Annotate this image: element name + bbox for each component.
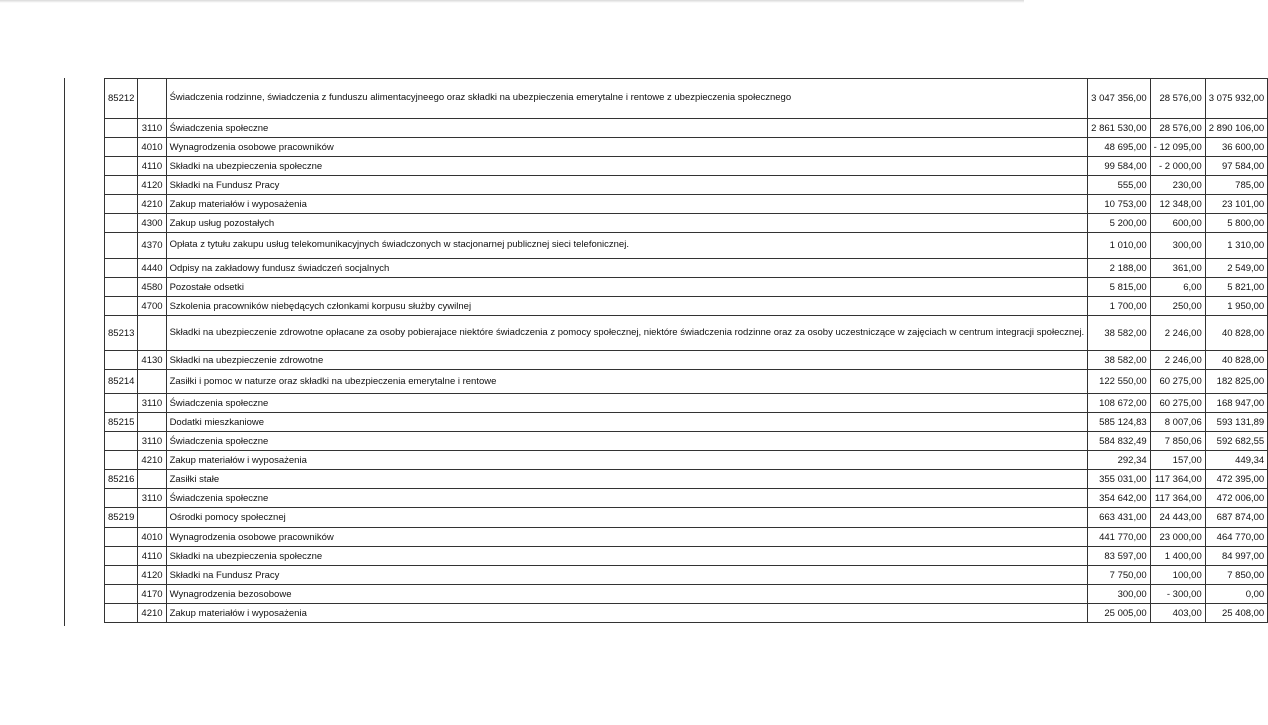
plan-cell: 83 597,00 [1088,547,1150,566]
after-change-cell: 7 850,00 [1205,566,1267,585]
after-change-cell: 36 600,00 [1205,138,1267,157]
after-change-cell: 182 825,00 [1205,370,1267,394]
margin-rule [64,78,65,626]
after-change-cell: 593 131,89 [1205,413,1267,432]
paragraf-cell: 4120 [138,566,166,585]
table-row [105,470,1268,489]
description-cell: Dodatki mieszkaniowe [166,413,1088,432]
table-row [105,214,1268,233]
paragraf-cell: 3110 [138,489,166,508]
change-cell: 250,00 [1150,297,1205,316]
rozdzial-cell: 85216 [105,470,138,489]
rozdzial-cell [105,351,138,370]
plan-cell: 584 832,49 [1088,432,1150,451]
table-row [105,351,1268,370]
plan-cell: 5 200,00 [1088,214,1150,233]
change-cell: 28 576,00 [1150,119,1205,138]
rozdzial-cell [105,432,138,451]
rozdzial-cell [105,233,138,259]
change-cell: 300,00 [1150,233,1205,259]
description-cell: Świadczenia społeczne [166,119,1088,138]
table-row [105,316,1268,351]
plan-cell: 1 700,00 [1088,297,1150,316]
paragraf-cell: 4210 [138,604,166,623]
change-cell: 230,00 [1150,176,1205,195]
table-row [105,566,1268,585]
change-cell: 157,00 [1150,451,1205,470]
plan-cell: 122 550,00 [1088,370,1150,394]
after-change-cell: 449,34 [1205,451,1267,470]
description-cell: Opłata z tytułu zakupu usług telekomunikacyjnych świadczonych w stacjonarnej publicznej sieci telefonicznej. [166,233,1088,259]
rozdzial-cell [105,528,138,547]
after-change-cell: 5 800,00 [1205,214,1267,233]
description-cell: Zakup materiałów i wyposażenia [166,604,1088,623]
after-change-cell: 2 549,00 [1205,259,1267,278]
rozdzial-cell [105,297,138,316]
plan-cell: 585 124,83 [1088,413,1150,432]
rozdzial-cell [105,566,138,585]
description-cell: Świadczenia rodzinne, świadczenia z funduszu alimentacyjneego oraz składki na ubezpieczenia emerytalne i rentowe z ubezpieczenia społecznego [166,79,1088,119]
paragraf-cell: 4110 [138,547,166,566]
paragraf-cell: 4210 [138,451,166,470]
budget-table [104,78,1268,623]
plan-cell: 25 005,00 [1088,604,1150,623]
table-row [105,413,1268,432]
description-cell: Zakup materiałów i wyposażenia [166,451,1088,470]
description-cell: Zasiłki i pomoc w naturze oraz składki na ubezpieczenia emerytalne i rentowe [166,370,1088,394]
change-cell: 12 348,00 [1150,195,1205,214]
description-cell: Zakup materiałów i wyposażenia [166,195,1088,214]
change-cell: 2 246,00 [1150,351,1205,370]
plan-cell: 2 188,00 [1088,259,1150,278]
after-change-cell: 785,00 [1205,176,1267,195]
change-cell: 24 443,00 [1150,508,1205,528]
paragraf-cell [138,79,166,119]
description-cell: Wynagrodzenia osobowe pracowników [166,528,1088,547]
rozdzial-cell [105,278,138,297]
plan-cell: 108 672,00 [1088,394,1150,413]
rozdzial-cell: 85219 [105,508,138,528]
description-cell: Składki na ubezpieczenia społeczne [166,157,1088,176]
plan-cell: 441 770,00 [1088,528,1150,547]
table-row [105,138,1268,157]
table-row [105,176,1268,195]
plan-cell: 292,34 [1088,451,1150,470]
change-cell: - 2 000,00 [1150,157,1205,176]
paragraf-cell: 4110 [138,157,166,176]
description-cell: Pozostałe odsetki [166,278,1088,297]
plan-cell: 7 750,00 [1088,566,1150,585]
paragraf-cell [138,508,166,528]
paragraf-cell [138,316,166,351]
description-cell: Świadczenia społeczne [166,394,1088,413]
description-cell: Składki na ubezpieczenia społeczne [166,547,1088,566]
change-cell: 403,00 [1150,604,1205,623]
rozdzial-cell [105,157,138,176]
rozdzial-cell [105,394,138,413]
after-change-cell: 84 997,00 [1205,547,1267,566]
paragraf-cell: 4440 [138,259,166,278]
paragraf-cell: 4120 [138,176,166,195]
plan-cell: 355 031,00 [1088,470,1150,489]
table-row [105,432,1268,451]
description-cell: Składki na ubezpieczenie zdrowotne opłacane za osoby pobierajace niektóre świadczenia z pomocy społecznej, niektóre świadczenia rodzinne oraz za osoby uczestniczące w zajęciach w centrum integracji społecznej. [166,316,1088,351]
description-cell: Składki na ubezpieczenie zdrowotne [166,351,1088,370]
paragraf-cell: 3110 [138,119,166,138]
after-change-cell: 687 874,00 [1205,508,1267,528]
paragraf-cell [138,470,166,489]
paragraf-cell: 4300 [138,214,166,233]
description-cell: Ośrodki pomocy społecznej [166,508,1088,528]
table-row [105,278,1268,297]
table-row [105,195,1268,214]
table-row [105,547,1268,566]
rozdzial-cell [105,604,138,623]
rozdzial-cell [105,214,138,233]
rozdzial-cell [105,195,138,214]
after-change-cell: 592 682,55 [1205,432,1267,451]
change-cell: 28 576,00 [1150,79,1205,119]
paragraf-cell: 3110 [138,394,166,413]
table-row [105,489,1268,508]
description-cell: Zakup usług pozostałych [166,214,1088,233]
rozdzial-cell [105,119,138,138]
after-change-cell: 464 770,00 [1205,528,1267,547]
rozdzial-cell [105,176,138,195]
plan-cell: 48 695,00 [1088,138,1150,157]
change-cell: - 12 095,00 [1150,138,1205,157]
description-cell: Świadczenia społeczne [166,432,1088,451]
change-cell: 6,00 [1150,278,1205,297]
after-change-cell: 5 821,00 [1205,278,1267,297]
table-row [105,119,1268,138]
paragraf-cell [138,370,166,394]
rozdzial-cell [105,547,138,566]
table-row [105,394,1268,413]
plan-cell: 2 861 530,00 [1088,119,1150,138]
plan-cell: 38 582,00 [1088,351,1150,370]
paragraf-cell [138,413,166,432]
plan-cell: 5 815,00 [1088,278,1150,297]
after-change-cell: 1 310,00 [1205,233,1267,259]
after-change-cell: 1 950,00 [1205,297,1267,316]
description-cell: Odpisy na zakładowy fundusz świadczeń socjalnych [166,259,1088,278]
plan-cell: 38 582,00 [1088,316,1150,351]
table-row [105,233,1268,259]
plan-cell: 555,00 [1088,176,1150,195]
plan-cell: 3 047 356,00 [1088,79,1150,119]
change-cell: 23 000,00 [1150,528,1205,547]
after-change-cell: 0,00 [1205,585,1267,604]
change-cell: 8 007,06 [1150,413,1205,432]
rozdzial-cell: 85212 [105,79,138,119]
table-row [105,157,1268,176]
paragraf-cell: 4010 [138,528,166,547]
table-row [105,79,1268,119]
change-cell: 60 275,00 [1150,394,1205,413]
change-cell: 117 364,00 [1150,470,1205,489]
after-change-cell: 472 006,00 [1205,489,1267,508]
plan-cell: 354 642,00 [1088,489,1150,508]
rozdzial-cell [105,585,138,604]
paragraf-cell: 4170 [138,585,166,604]
description-cell: Wynagrodzenia osobowe pracowników [166,138,1088,157]
after-change-cell: 97 584,00 [1205,157,1267,176]
after-change-cell: 23 101,00 [1205,195,1267,214]
description-cell: Składki na Fundusz Pracy [166,566,1088,585]
scan-edge-shadow [0,0,1024,3]
description-cell: Świadczenia społeczne [166,489,1088,508]
after-change-cell: 2 890 106,00 [1205,119,1267,138]
change-cell: 100,00 [1150,566,1205,585]
change-cell: 60 275,00 [1150,370,1205,394]
after-change-cell: 168 947,00 [1205,394,1267,413]
rozdzial-cell [105,451,138,470]
after-change-cell: 40 828,00 [1205,351,1267,370]
table-row [105,451,1268,470]
rozdzial-cell [105,259,138,278]
change-cell: - 300,00 [1150,585,1205,604]
table-row [105,604,1268,623]
after-change-cell: 25 408,00 [1205,604,1267,623]
after-change-cell: 3 075 932,00 [1205,79,1267,119]
after-change-cell: 472 395,00 [1205,470,1267,489]
change-cell: 600,00 [1150,214,1205,233]
plan-cell: 99 584,00 [1088,157,1150,176]
table-row [105,528,1268,547]
description-cell: Składki na Fundusz Pracy [166,176,1088,195]
paragraf-cell: 4130 [138,351,166,370]
change-cell: 117 364,00 [1150,489,1205,508]
table-row [105,370,1268,394]
table-row [105,297,1268,316]
change-cell: 1 400,00 [1150,547,1205,566]
rozdzial-cell: 85213 [105,316,138,351]
paragraf-cell: 4210 [138,195,166,214]
plan-cell: 300,00 [1088,585,1150,604]
paragraf-cell: 4580 [138,278,166,297]
paragraf-cell: 3110 [138,432,166,451]
description-cell: Zasiłki stałe [166,470,1088,489]
table-row [105,508,1268,528]
rozdzial-cell [105,489,138,508]
change-cell: 2 246,00 [1150,316,1205,351]
plan-cell: 10 753,00 [1088,195,1150,214]
change-cell: 7 850,06 [1150,432,1205,451]
paragraf-cell: 4010 [138,138,166,157]
table-row [105,259,1268,278]
after-change-cell: 40 828,00 [1205,316,1267,351]
table-row [105,585,1268,604]
rozdzial-cell: 85214 [105,370,138,394]
paragraf-cell: 4700 [138,297,166,316]
rozdzial-cell [105,138,138,157]
description-cell: Szkolenia pracowników niebędących członkami korpusu służby cywilnej [166,297,1088,316]
rozdzial-cell: 85215 [105,413,138,432]
description-cell: Wynagrodzenia bezosobowe [166,585,1088,604]
plan-cell: 663 431,00 [1088,508,1150,528]
paragraf-cell: 4370 [138,233,166,259]
plan-cell: 1 010,00 [1088,233,1150,259]
change-cell: 361,00 [1150,259,1205,278]
